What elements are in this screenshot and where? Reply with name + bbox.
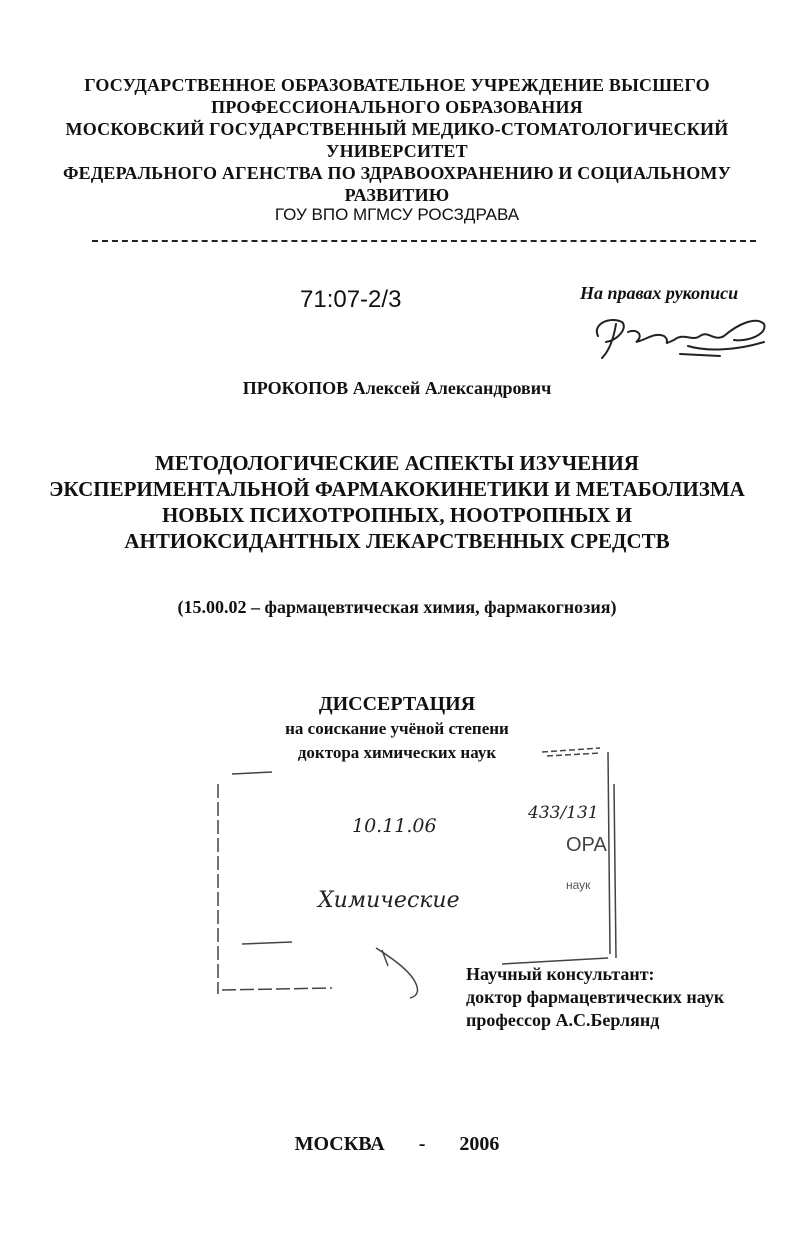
- consultant-degree: доктор фармацевтических наук: [466, 987, 725, 1007]
- author-name: Алексей Александрович: [352, 378, 552, 398]
- stamp-partial-2: наук: [566, 878, 591, 892]
- stamp-partial-1: ОРА: [566, 834, 607, 856]
- institution-line: УНИВЕРСИТЕТ: [326, 141, 468, 161]
- manuscript-note: На правах рукописи: [580, 283, 739, 303]
- institution-abbrev: ГОУ ВПО МГМСУ РОСЗДРАВА: [274, 205, 520, 224]
- institution-header: [0, 74, 794, 206]
- consultant-name: профессор А.С.Берлянд: [466, 1010, 660, 1030]
- author-signature: [588, 306, 772, 364]
- footer-city: МОСКВА: [294, 1133, 385, 1155]
- institution-line: РАЗВИТИЮ: [344, 185, 450, 205]
- author-line: [0, 378, 794, 399]
- dissertation-title: [0, 450, 794, 554]
- stamp-number: 433/131: [528, 803, 599, 823]
- dissertation-degree-line2: доктора химических наук: [297, 743, 497, 762]
- institution-line: МОСКОВСКИЙ ГОСУДАРСТВЕННЫЙ МЕДИКО-СТОМАТОЛОГИЧЕСКИЙ: [65, 119, 729, 139]
- specialty: (15.00.02 – фармацевтическая химия, фармакогнозия): [177, 597, 617, 617]
- catalog-number: 71:07-2/3: [300, 286, 402, 313]
- institution-line: ГОСУДАРСТВЕННОЕ ОБРАЗОВАТЕЛЬНОЕ УЧРЕЖДЕНИЕ ВЫСШЕГО: [84, 75, 710, 95]
- consultant-block: [466, 963, 724, 1032]
- library-stamp: [212, 744, 632, 1000]
- footer-city-year: [0, 1133, 794, 1156]
- header-divider: [92, 240, 756, 242]
- author-surname: ПРОКОПОВ: [242, 378, 349, 398]
- title-line: МЕТОДОЛОГИЧЕСКИЕ АСПЕКТЫ ИЗУЧЕНИЯ: [155, 451, 639, 475]
- title-line: НОВЫХ ПСИХОТРОПНЫХ, НООТРОПНЫХ И: [161, 503, 633, 527]
- stamp-field-word: Химические: [318, 888, 460, 913]
- footer-separator: -: [418, 1133, 426, 1155]
- dissertation-heading: ДИССЕРТАЦИЯ: [318, 693, 476, 715]
- title-line: АНТИОКСИДАНТНЫХ ЛЕКАРСТВЕННЫХ СРЕДСТВ: [124, 529, 670, 553]
- stamp-date: 10.11.06: [352, 815, 437, 837]
- institution-line: ПРОФЕССИОНАЛЬНОГО ОБРАЗОВАНИЯ: [211, 97, 583, 117]
- title-line: ЭКСПЕРИМЕНТАЛЬНОЙ ФАРМАКОКИНЕТИКИ И МЕТАБОЛИЗМА: [49, 477, 745, 501]
- institution-line: ФЕДЕРАЛЬНОГО АГЕНСТВА ПО ЗДРАВООХРАНЕНИЮ И СОЦИАЛЬНОМУ: [62, 163, 732, 183]
- footer-year: 2006: [459, 1133, 500, 1155]
- consultant-label: Научный консультант:: [466, 964, 655, 984]
- dissertation-degree-line1: на соискание учёной степени: [285, 719, 509, 738]
